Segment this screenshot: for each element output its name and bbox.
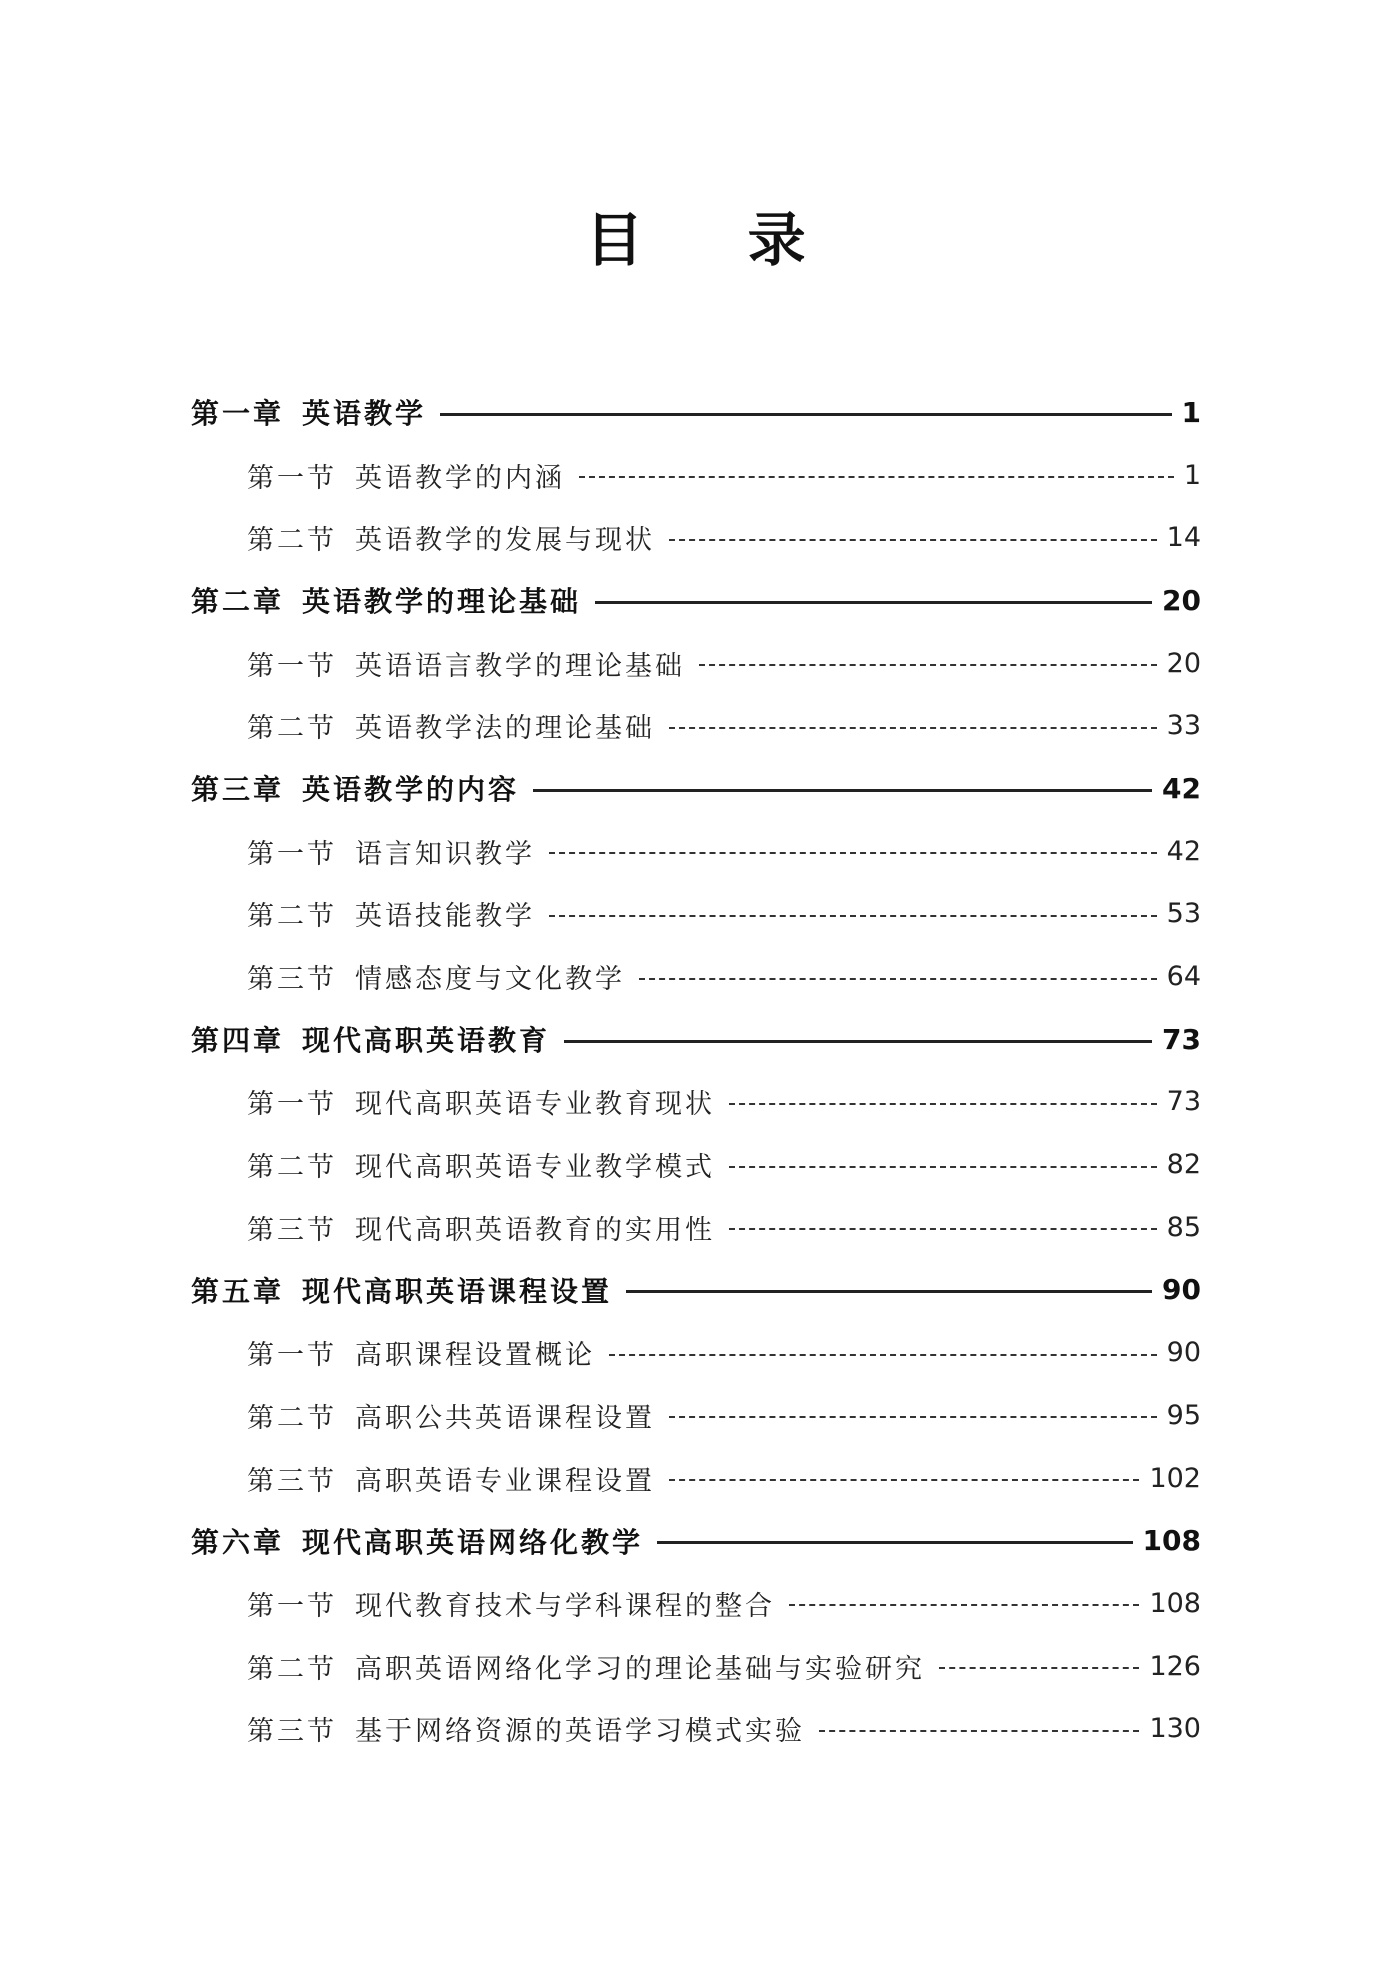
- toc-section-5-2[interactable]: [191, 1384, 1201, 1447]
- toc-section-6-2[interactable]: [191, 1635, 1201, 1698]
- toc-leader-line: [549, 915, 1157, 917]
- toc-entry-number: 第二节: [247, 525, 337, 557]
- toc-entry-number: 第一节: [247, 1340, 337, 1372]
- toc-entry-number: 第二节: [247, 1152, 337, 1184]
- toc-leader-line: [939, 1667, 1139, 1669]
- toc-section-2-2[interactable]: [191, 694, 1201, 757]
- toc-entry-page: 73: [1166, 1086, 1201, 1118]
- toc-entry-title: 英语教学法的理论基础: [355, 713, 655, 745]
- toc-leader-line: [699, 664, 1157, 666]
- toc-section-4-3[interactable]: [191, 1196, 1201, 1259]
- toc-leader-line: [533, 789, 1152, 792]
- toc-leader-line: [669, 1416, 1157, 1418]
- toc-section-1-2[interactable]: [191, 506, 1201, 569]
- toc-leader-line: [669, 727, 1157, 729]
- toc-entry-page: 1: [1181, 395, 1201, 429]
- toc-entry-page: 95: [1166, 1399, 1201, 1431]
- toc-leader-line: [729, 1103, 1157, 1105]
- toc-section-6-1[interactable]: [191, 1572, 1201, 1635]
- toc-entry-title: 高职英语网络化学习的理论基础与实验研究: [355, 1653, 925, 1685]
- toc-entry-title: 英语技能教学: [355, 901, 535, 933]
- toc-entry-title: 高职课程设置概论: [355, 1340, 595, 1372]
- toc-entry-number: 第一节: [247, 838, 337, 870]
- toc-entry-number: 第一节: [247, 1590, 337, 1622]
- toc-section-3-2[interactable]: [191, 883, 1201, 946]
- toc-section-2-1[interactable]: [191, 632, 1201, 695]
- toc-leader-line: [729, 1166, 1157, 1168]
- toc-section-1-1[interactable]: [191, 444, 1201, 507]
- toc-leader-line: [657, 1541, 1133, 1544]
- toc-section-4-1[interactable]: [191, 1071, 1201, 1134]
- toc-entry-title: 高职公共英语课程设置: [355, 1402, 655, 1434]
- toc-leader-line: [626, 1290, 1152, 1293]
- toc-entry-title: 英语教学的内容: [302, 773, 520, 807]
- toc-entry-number: 第二节: [247, 901, 337, 933]
- toc-entry-title: 英语语言教学的理论基础: [355, 650, 685, 682]
- toc-entry-number: 第三节: [247, 964, 337, 996]
- toc-entry-number: 第六章: [191, 1525, 285, 1559]
- toc-section-4-2[interactable]: [191, 1133, 1201, 1196]
- toc-section-6-3[interactable]: [191, 1697, 1201, 1760]
- toc-entry-page: 108: [1142, 1524, 1201, 1558]
- toc-entry-page: 53: [1166, 898, 1201, 930]
- toc-entry-title: 英语教学: [302, 397, 427, 431]
- toc-chapter-5[interactable]: [191, 1259, 1201, 1322]
- toc-entry-title: 基于网络资源的英语学习模式实验: [355, 1716, 805, 1748]
- toc-leader-line: [579, 476, 1174, 478]
- toc-entry-page: 90: [1162, 1273, 1201, 1307]
- toc-leader-line: [549, 852, 1157, 854]
- toc-chapter-2[interactable]: [191, 569, 1201, 632]
- toc-entry-title: 英语教学的发展与现状: [355, 525, 655, 557]
- toc-entry-number: 第三节: [247, 1214, 337, 1246]
- toc-entry-page: 90: [1166, 1337, 1201, 1369]
- toc-entry-title: 情感态度与文化教学: [355, 964, 625, 996]
- toc-entry-number: 第三节: [247, 1465, 337, 1497]
- toc-entry-page: 82: [1166, 1149, 1201, 1181]
- toc-entry-page: 73: [1162, 1022, 1201, 1056]
- toc-entry-number: 第二节: [247, 1653, 337, 1685]
- toc-section-3-1[interactable]: [191, 820, 1201, 883]
- toc-chapter-3[interactable]: [191, 757, 1201, 820]
- toc-entry-number: 第一节: [247, 462, 337, 494]
- toc-section-5-1[interactable]: [191, 1321, 1201, 1384]
- toc-leader-line: [729, 1228, 1157, 1230]
- toc-entry-title: 现代高职英语课程设置: [302, 1274, 613, 1308]
- table-of-contents: [191, 381, 1201, 1760]
- toc-entry-title: 现代高职英语教育的实用性: [355, 1214, 715, 1246]
- toc-entry-title: 英语教学的理论基础: [302, 585, 582, 619]
- toc-entry-page: 130: [1149, 1713, 1201, 1745]
- toc-leader-line: [564, 1040, 1152, 1043]
- toc-entry-number: 第二节: [247, 1402, 337, 1434]
- toc-entry-title: 现代高职英语专业教学模式: [355, 1152, 715, 1184]
- toc-entry-page: 20: [1166, 647, 1201, 679]
- toc-entry-title: 高职英语专业课程设置: [355, 1465, 655, 1497]
- toc-entry-title: 现代高职英语教育: [302, 1024, 551, 1058]
- toc-chapter-1[interactable]: [191, 381, 1201, 444]
- toc-entry-title: 英语教学的内涵: [355, 462, 565, 494]
- toc-entry-page: 14: [1166, 522, 1201, 554]
- toc-entry-page: 108: [1149, 1587, 1201, 1619]
- toc-chapter-4[interactable]: [191, 1008, 1201, 1071]
- toc-entry-number: 第二节: [247, 713, 337, 745]
- toc-entry-number: 第一章: [191, 397, 285, 431]
- toc-leader-line: [669, 1479, 1139, 1481]
- toc-section-5-3[interactable]: [191, 1447, 1201, 1510]
- toc-entry-page: 42: [1166, 835, 1201, 867]
- toc-leader-line: [440, 413, 1171, 416]
- toc-entry-title: 现代高职英语网络化教学: [302, 1525, 644, 1559]
- toc-leader-line: [639, 978, 1157, 980]
- page-title: 目 录: [585, 206, 848, 274]
- toc-entry-title: 语言知识教学: [355, 838, 535, 870]
- toc-entry-number: 第一节: [247, 1089, 337, 1121]
- toc-entry-page: 1: [1183, 459, 1201, 491]
- toc-entry-page: 64: [1166, 961, 1201, 993]
- toc-leader-line: [595, 601, 1152, 604]
- toc-entry-number: 第五章: [191, 1274, 285, 1308]
- toc-entry-number: 第二章: [191, 585, 285, 619]
- toc-entry-number: 第四章: [191, 1024, 285, 1058]
- toc-entry-number: 第三章: [191, 773, 285, 807]
- toc-entry-number: 第三节: [247, 1716, 337, 1748]
- toc-entry-page: 102: [1149, 1462, 1201, 1494]
- toc-leader-line: [819, 1730, 1139, 1732]
- toc-entry-number: 第一节: [247, 650, 337, 682]
- toc-entry-page: 126: [1149, 1650, 1201, 1682]
- toc-entry-title: 现代高职英语专业教育现状: [355, 1089, 715, 1121]
- toc-entry-title: 现代教育技术与学科课程的整合: [355, 1590, 775, 1622]
- toc-entry-page: 85: [1166, 1211, 1201, 1243]
- toc-leader-line: [789, 1604, 1139, 1606]
- toc-entry-page: 42: [1162, 771, 1201, 805]
- toc-leader-line: [669, 539, 1157, 541]
- toc-chapter-6[interactable]: [191, 1509, 1201, 1572]
- toc-entry-page: 33: [1166, 710, 1201, 742]
- toc-section-3-3[interactable]: [191, 945, 1201, 1008]
- toc-leader-line: [609, 1354, 1157, 1356]
- toc-entry-page: 20: [1162, 583, 1201, 617]
